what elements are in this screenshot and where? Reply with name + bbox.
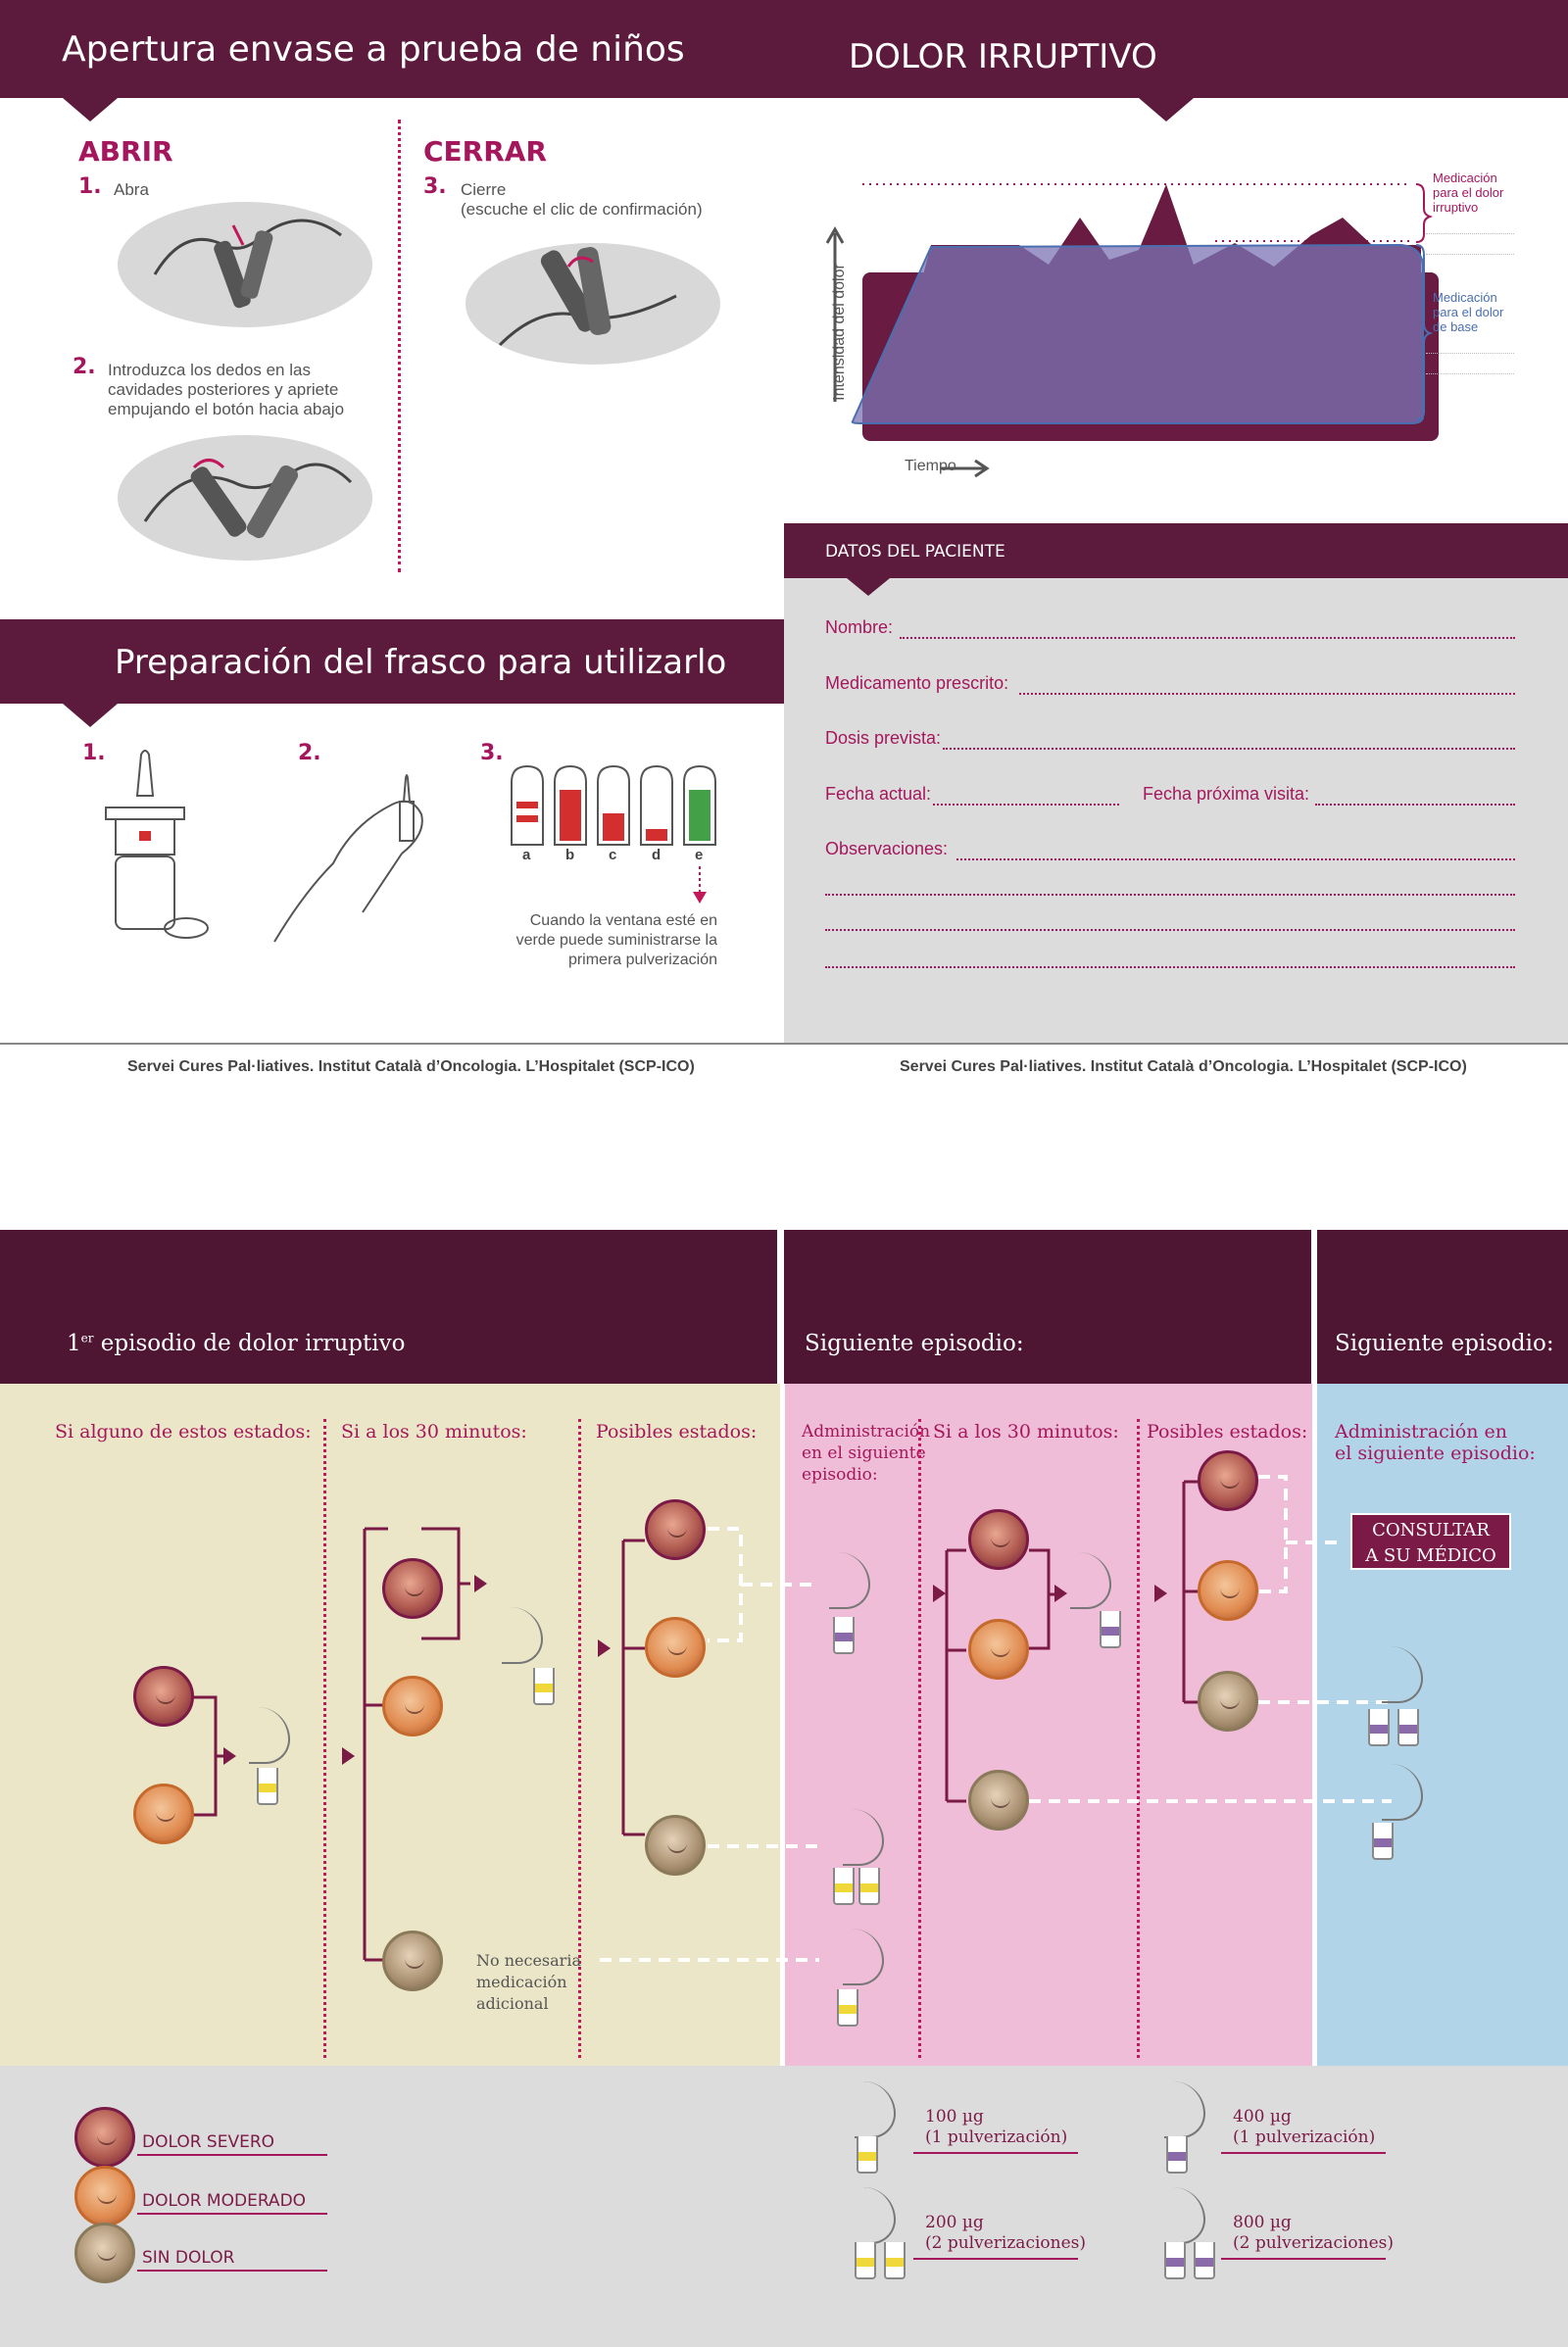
consultar-medico-box: CONSULTAR A SU MÉDICO — [1350, 1513, 1511, 1570]
window-e-arrow — [692, 866, 708, 905]
label-irruptivo: Medicación para el dolor irruptivo — [1433, 171, 1504, 215]
legend-severo-line — [137, 2154, 327, 2156]
face-severo-4 — [968, 1509, 1029, 1570]
step-2-number: 2. — [73, 355, 96, 379]
medicamento-field[interactable] — [1019, 693, 1515, 695]
base-medication-area — [853, 245, 1423, 423]
face-sin-2 — [645, 1815, 706, 1876]
col-30-min-1: Si a los 30 minutos: — [341, 1421, 527, 1442]
flow-header-first-sup: er — [80, 1331, 94, 1345]
window-label-d: d — [652, 847, 662, 863]
window-indicator-row — [510, 764, 717, 849]
flow-arrow-2 — [342, 1747, 355, 1765]
face-moderado-2 — [382, 1676, 443, 1736]
prep-step-2-number: 2. — [298, 741, 321, 765]
step-1-number: 1. — [78, 174, 102, 199]
window-c — [598, 766, 629, 845]
step-2-text: Introduzca los dedos en las cavidades posteriores y apriete empujando el botón hacia abajo — [108, 361, 345, 418]
col-posibles-1: Posibles estados: — [596, 1421, 758, 1442]
vial-icon-purple-5 — [1372, 1823, 1394, 1860]
face-sin-3 — [968, 1770, 1029, 1831]
dose-400-vial-icon — [1166, 2136, 1188, 2174]
dose-200-vial-icon-b — [884, 2242, 906, 2279]
dose-100-label: 100 µg (1 pulverización) — [925, 2107, 1068, 2147]
spray-bottle-illustration — [98, 747, 216, 948]
window-label-a: a — [522, 847, 531, 863]
fecha-proxima-label: Fecha próxima visita: — [1143, 784, 1310, 804]
flow-header-second — [784, 1230, 1311, 1384]
face-severo-1 — [133, 1666, 194, 1727]
face-sin-1 — [382, 1931, 443, 1991]
legend-face-severo — [74, 2107, 135, 2168]
observaciones-field[interactable] — [956, 858, 1515, 860]
window-a — [512, 766, 543, 845]
dose-400-label: 400 µg (1 pulverización) — [1233, 2107, 1376, 2147]
col-30-min-2: Si a los 30 minutos: — [933, 1421, 1119, 1442]
label-base: Medicación para el dolor de base — [1433, 290, 1504, 334]
dose-100-line — [913, 2152, 1078, 2154]
legend-sin: SIN DOLOR — [142, 2248, 235, 2268]
chart-xlabel: Tiempo — [905, 458, 956, 474]
datos-paciente-title: DATOS DEL PACIENTE — [825, 542, 1005, 562]
dose-200-label: 200 µg (2 pulverizaciones) — [925, 2213, 1086, 2253]
face-moderado-5 — [1198, 1560, 1258, 1621]
dosis-label: Dosis prevista: — [825, 728, 942, 748]
face-moderado-3 — [645, 1617, 706, 1678]
prep-step-1-number: 1. — [82, 741, 106, 765]
window-d — [641, 766, 672, 845]
legend-moderado-line — [137, 2213, 327, 2215]
col-posibles-2: Posibles estados: — [1147, 1421, 1308, 1442]
window-label-b: b — [565, 847, 575, 863]
step-3-number: 3. — [423, 174, 447, 199]
flow-arrow-4 — [598, 1639, 611, 1657]
col-administracion-2: Administración en el siguiente episodio: — [1335, 1421, 1536, 1464]
face-moderado-1 — [133, 1784, 194, 1844]
dose-800-label: 800 µg (2 pulverizaciones) — [1233, 2213, 1394, 2253]
flow-header-first — [0, 1230, 777, 1384]
dose-800-line — [1221, 2258, 1386, 2260]
window-e — [684, 766, 715, 845]
dose-200-line — [913, 2258, 1078, 2260]
flow-header-first-text: episodio de dolor irruptivo — [100, 1331, 406, 1356]
vial-icon-yellow-4 — [858, 1868, 880, 1905]
hand-priming-illustration — [265, 770, 441, 947]
observaciones-line-2[interactable] — [825, 894, 1515, 896]
observaciones-line-3[interactable] — [825, 929, 1515, 931]
step-3-text: Cierre (escuche el clic de confirmación) — [461, 180, 703, 219]
flow-header-third — [1317, 1230, 1568, 1384]
window-b — [555, 766, 586, 845]
prep-step-3-number: 3. — [480, 741, 504, 765]
flow-header-third-title: Siguiente episodio: — [1335, 1331, 1554, 1356]
legend-face-moderado — [74, 2166, 135, 2226]
apertura-banner-caret — [63, 98, 118, 122]
window-label-c: c — [609, 847, 617, 863]
col-si-alguno: Si alguno de estos estados: — [55, 1421, 312, 1442]
abrir-heading: ABRIR — [78, 135, 173, 168]
flow-arrow-7 — [1154, 1585, 1167, 1602]
no-necesaria-text: No necesaria medicación adicional — [476, 1951, 581, 2013]
window-green-note: Cuando la ventana esté en verde puede suministrarse la primera pulverización — [515, 912, 717, 968]
dolor-irruptivo-title: DOLOR IRRUPTIVO — [849, 37, 1157, 76]
dose-800-vial-icon-a — [1164, 2242, 1186, 2279]
window-label-e: e — [695, 847, 704, 863]
legend-face-sin — [74, 2223, 135, 2283]
face-severo-5 — [1198, 1450, 1258, 1511]
flow-connectors — [0, 1384, 1568, 2066]
fecha-proxima-field[interactable] — [1315, 804, 1515, 806]
observaciones-line-4[interactable] — [825, 966, 1515, 968]
dose-800-vial-icon-b — [1194, 2242, 1215, 2279]
open-step-2-illustration — [116, 423, 375, 570]
flow-header-first-number: 1 — [67, 1331, 81, 1356]
dose-400-line — [1221, 2152, 1386, 2154]
step-1-text: Abra — [114, 180, 149, 199]
vial-icon-purple-4 — [1397, 1709, 1419, 1746]
chart-ylabel: Intensidad del dolor — [830, 264, 848, 401]
cerrar-heading: CERRAR — [423, 135, 548, 168]
preparacion-caret — [63, 704, 118, 727]
footer-left: Servei Cures Pal·liatives. Institut Català d’Oncologia. L’Hospitalet (SCP-ICO) — [127, 1058, 695, 1075]
face-severo-2 — [382, 1558, 443, 1619]
face-moderado-4 — [968, 1619, 1029, 1680]
flow-arrow-5 — [933, 1585, 946, 1602]
face-severo-3 — [645, 1499, 706, 1560]
apertura-title: Apertura envase a prueba de niños — [62, 29, 685, 70]
flow-arrow-3 — [474, 1575, 487, 1592]
legend-severo: DOLOR SEVERO — [142, 2132, 275, 2152]
face-sin-4 — [1198, 1671, 1258, 1732]
dose-100-vial-icon — [857, 2136, 878, 2174]
vial-icon-purple-3 — [1368, 1709, 1390, 1746]
apertura-divider — [398, 120, 401, 572]
open-step-1-illustration — [116, 186, 375, 333]
observaciones-label: Observaciones: — [825, 839, 949, 858]
dolor-irruptivo-caret — [1139, 98, 1194, 122]
footer-right: Servei Cures Pal·liatives. Institut Català d’Oncologia. L’Hospitalet (SCP-ICO) — [900, 1058, 1467, 1075]
fecha-actual-label: Fecha actual: — [825, 784, 932, 804]
flow-header-first-title — [67, 1331, 405, 1356]
flow-arrow-1 — [223, 1747, 236, 1765]
vial-icon-yellow-2 — [533, 1668, 555, 1705]
nombre-field[interactable] — [900, 637, 1515, 639]
datos-paciente-caret — [847, 578, 890, 596]
vial-icon-yellow-3 — [833, 1868, 855, 1905]
vial-icon-purple-1 — [833, 1617, 855, 1654]
fecha-actual-field[interactable] — [933, 804, 1119, 806]
nombre-label: Nombre: — [825, 617, 894, 637]
preparacion-title: Preparación del frasco para utilizarlo — [115, 643, 727, 682]
footer-rule — [0, 1043, 1568, 1045]
legend-sin-line — [137, 2270, 327, 2272]
vial-icon-yellow-5 — [837, 1989, 858, 2027]
dose-200-vial-icon-a — [855, 2242, 876, 2279]
flow-header-second-title: Siguiente episodio: — [805, 1331, 1024, 1356]
datos-paciente-panel — [784, 523, 1568, 1043]
vial-icon-purple-2 — [1100, 1611, 1121, 1648]
medicamento-label: Medicamento prescrito: — [825, 673, 1009, 693]
dosis-field[interactable] — [943, 748, 1515, 750]
label-dotted-lines — [1426, 233, 1514, 374]
flow-arrow-6 — [1054, 1585, 1067, 1602]
vial-icon-yellow-1 — [257, 1768, 278, 1805]
close-step-3-illustration — [461, 227, 725, 374]
col-administracion-1: Administración en el siguiente episodio: — [802, 1422, 931, 1485]
legend-moderado: DOLOR MODERADO — [142, 2191, 307, 2211]
